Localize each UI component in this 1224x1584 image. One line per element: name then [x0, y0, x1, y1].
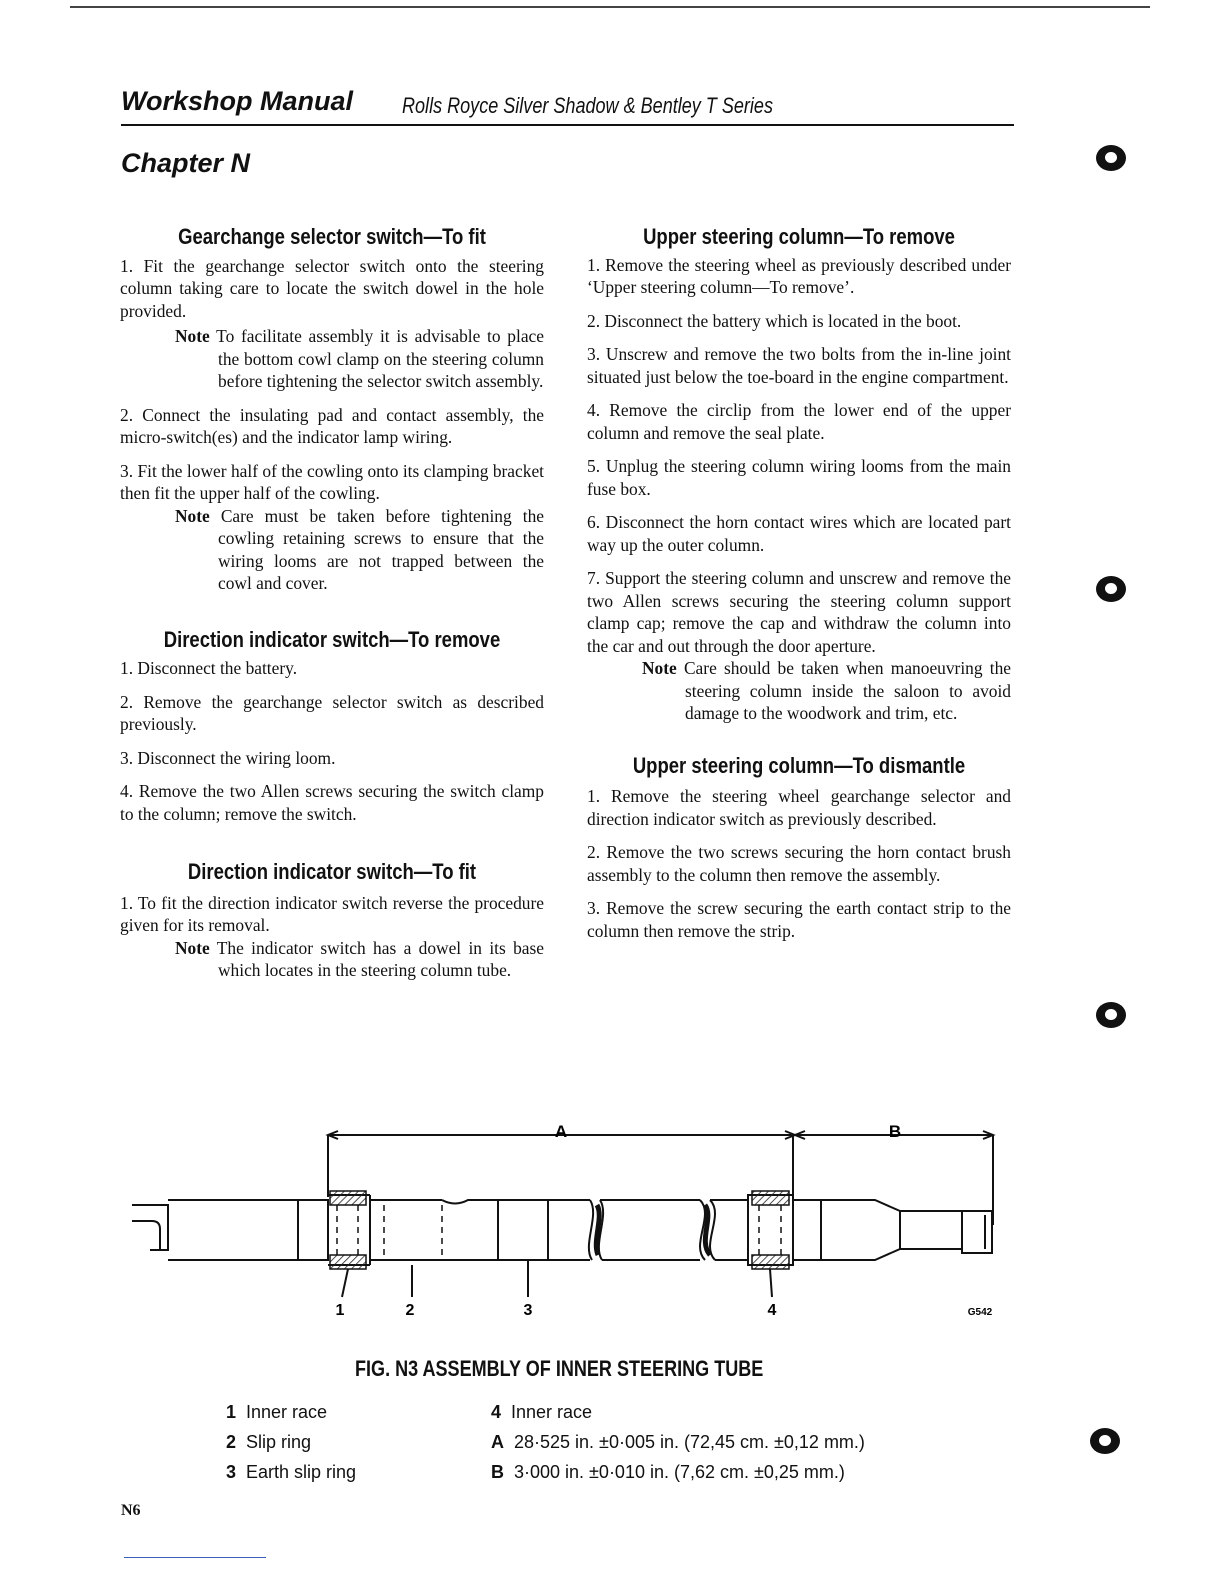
leader-lines [342, 1260, 772, 1297]
paragraph: 2. Remove the two screws securing the horn contact brush assembly to the column then remove the assembly. [587, 842, 1011, 885]
dimension-a-label: A [554, 1122, 568, 1141]
binder-hole [1096, 145, 1126, 171]
legend-key: B [491, 1462, 504, 1482]
paragraph: 1. To fit the direction indicator switch reverse the procedure given for its removal. [120, 892, 544, 935]
paragraph: 3. Unscrew and remove the two bolts from the in-line joint situated just below the toe-board in the engine compartment. [587, 344, 1011, 387]
callout-4: 4 [767, 1302, 777, 1319]
chapter-title: Chapter N [121, 148, 251, 178]
callout-1: 1 [335, 1302, 345, 1319]
legend-item [491, 1432, 865, 1453]
note-label: Note [642, 658, 677, 678]
section-heading: Upper steering column—To dismantle [632, 752, 966, 778]
legend-text: Inner race [246, 1402, 328, 1422]
note [587, 657, 1011, 725]
section-heading: Upper steering column—To remove [643, 224, 955, 249]
legend-text: Earth slip ring [246, 1462, 357, 1482]
right-column [587, 226, 1011, 953]
paragraph: 3. Remove the screw securing the earth contact strip to the column then remove the strip. [587, 898, 1011, 941]
manual-subtitle: Rolls Royce Silver Shadow & Bentley T Series [402, 93, 773, 118]
note [120, 325, 544, 393]
section-heading: Gearchange selector switch—To fit [178, 224, 486, 249]
paragraph: 2. Connect the insulating pad and contact assembly, the micro-switch(es) and the indicator lamp wiring. [120, 404, 544, 447]
legend-item [491, 1462, 845, 1483]
legend-text: 28·525 in. ±0·005 in. (72,45 cm. ±0,12 mm.) [514, 1432, 865, 1452]
left-column [120, 226, 544, 993]
paragraph: 2. Disconnect the battery which is located in the boot. [587, 310, 962, 331]
binder-hole [1096, 1002, 1126, 1028]
note-text: Care must be taken before tightening the cowling retaining screws to ensure that the wiring looms are not trapped between the cowl and cover. [218, 505, 544, 593]
paragraph: 1. Fit the gearchange selector switch onto the steering column taking care to locate the switch dowel in the hole provided. [120, 255, 544, 321]
note-label: Note [175, 937, 210, 958]
paragraph: 4. Remove the circlip from the lower end of the upper column and remove the seal plate. [587, 400, 1011, 443]
binder-hole [1096, 576, 1126, 602]
dimension-b-label: B [888, 1122, 902, 1141]
note-label: Note [175, 505, 210, 526]
note-text: The indicator switch has a dowel in its base which locates in the steering column tube. [216, 937, 544, 980]
note-label: Note [175, 326, 210, 346]
manual-title: Workshop Manual [121, 86, 354, 116]
paragraph: 4. Remove the two Allen screws securing the switch clamp to the column; remove the switch. [120, 781, 544, 824]
section-heading: Direction indicator switch—To remove [163, 626, 501, 652]
legend-key: 4 [491, 1402, 502, 1422]
legend-text: Slip ring [246, 1432, 312, 1452]
legend-item [491, 1402, 592, 1423]
paragraph: 2. Remove the gearchange selector switch as described previously. [120, 691, 544, 734]
legend-item [226, 1402, 327, 1423]
note [120, 505, 544, 595]
legend-item [226, 1462, 356, 1483]
legend-item [226, 1432, 311, 1453]
figure-caption: FIG. N3 ASSEMBLY OF INNER STEERING TUBE [355, 1356, 764, 1381]
legend-key: 2 [226, 1432, 237, 1452]
legend-key: A [491, 1432, 504, 1452]
note-text: Care should be taken when manoeuvring the steering column inside the saloon to avoid damage to the woodwork and trim, etc. [683, 658, 1011, 723]
paragraph: 1. Remove the steering wheel as previously described under ‘Upper steering column—To remove’. [587, 254, 1011, 297]
paragraph: 1. Remove the steering wheel gearchange selector and direction indicator switch as previously described. [587, 786, 1011, 829]
legend-key: 3 [226, 1462, 237, 1482]
hatched-races [330, 1191, 789, 1269]
paragraph: 6. Disconnect the horn contact wires which are located part way up the outer column. [587, 512, 1011, 555]
tube-outline [132, 1131, 993, 1265]
note-text: To facilitate assembly it is advisable to place the bottom cowl clamp on the steering column before tightening the selector switch assembly. [216, 326, 544, 391]
legend-text: 3·000 in. ±0·010 in. (7,62 cm. ±0,25 mm.) [514, 1462, 845, 1482]
callout-3: 3 [523, 1302, 533, 1319]
figure-code: G542 [967, 1307, 993, 1318]
binder-hole [1090, 1428, 1120, 1454]
legend-key: 1 [226, 1402, 237, 1422]
footer-rule [124, 1557, 266, 1558]
section-heading: Direction indicator switch—To fit [187, 859, 477, 884]
paragraph: 7. Support the steering column and unscrew and remove the two Allen screws securing the steering column support clamp cap; remove the cap and withdraw the column into the car and out through the door aperture. [587, 568, 1011, 656]
paragraph: 3. Fit the lower half of the cowling onto its clamping bracket then fit the upper half of the cowling. [120, 460, 544, 503]
note [120, 937, 544, 982]
top-edge-rule [70, 6, 1150, 8]
steering-tube-diagram [130, 1115, 1010, 1330]
paragraph: 1. Disconnect the battery. [120, 658, 298, 678]
paragraph: 5. Unplug the steering column wiring looms from the main fuse box. [587, 456, 1011, 499]
callout-2: 2 [405, 1302, 415, 1319]
header-rule [121, 124, 1014, 126]
paragraph: 3. Disconnect the wiring loom. [120, 747, 336, 768]
page-number: N6 [121, 1502, 141, 1519]
legend-text: Inner race [511, 1402, 593, 1422]
